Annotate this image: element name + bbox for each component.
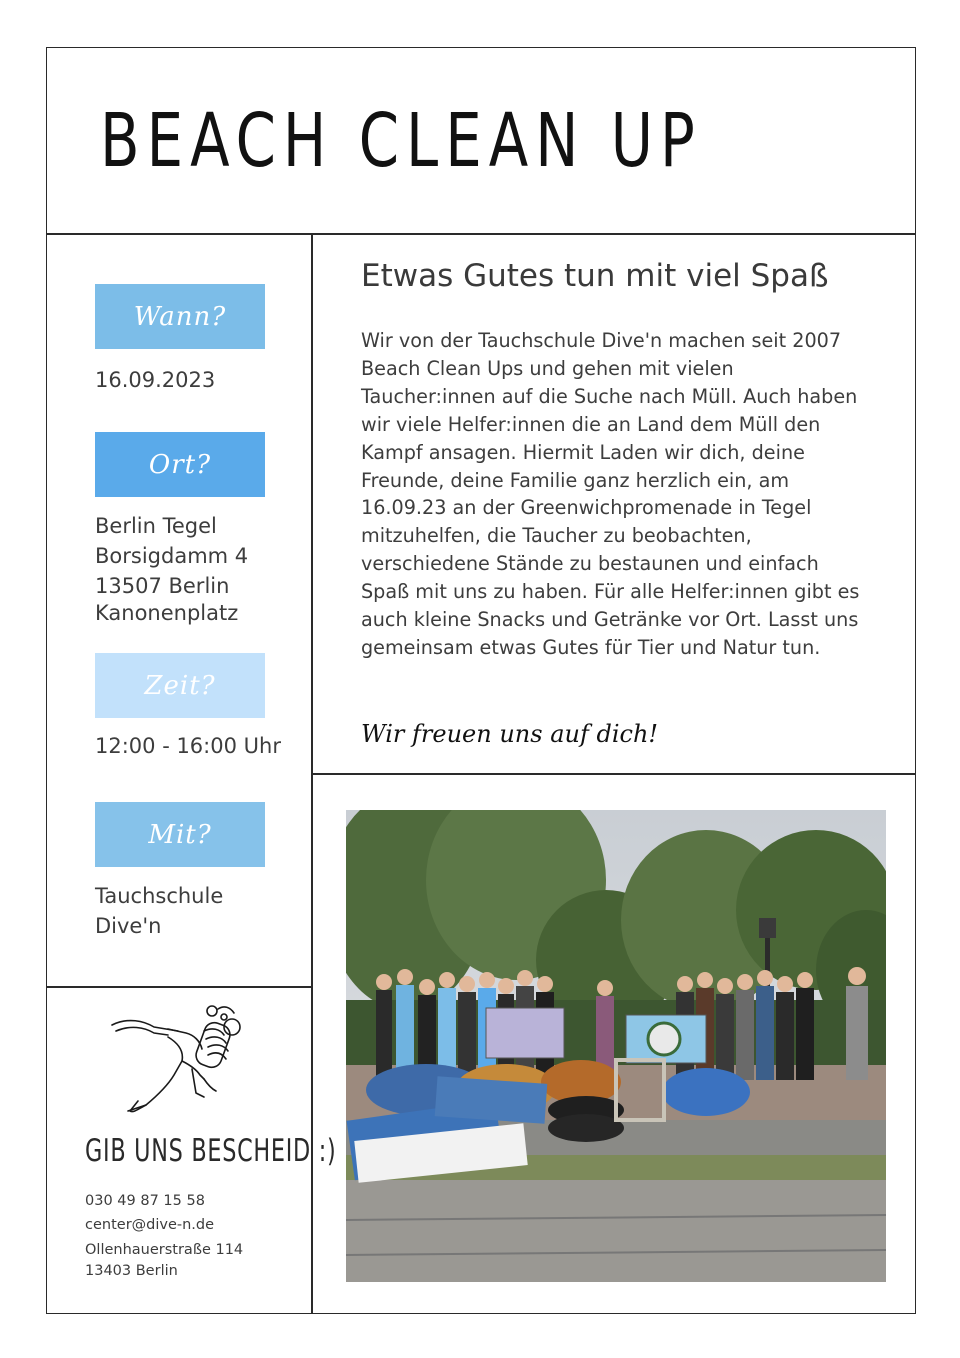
- location-line: Berlin Tegel: [95, 514, 217, 538]
- time-text: 12:00 - 16:00 Uhr: [95, 734, 281, 758]
- location-line: Kanonenplatz: [95, 601, 239, 625]
- page-title: BEACH CLEAN UP: [100, 98, 702, 184]
- main-divider: [311, 773, 916, 775]
- label-zeit: Zeit?: [95, 653, 265, 718]
- contact-email: center@dive-n.de: [85, 1217, 215, 1233]
- contact-address: [85, 1240, 243, 1282]
- label-mit: Mit?: [95, 802, 265, 867]
- header-divider: [46, 233, 916, 235]
- info-date: [95, 365, 215, 395]
- info-time: [95, 731, 281, 761]
- info-location: [95, 511, 248, 628]
- address-street: Ollenhauerstraße 114: [85, 1242, 244, 1258]
- headline: Etwas Gutes tun mit viel Spaß: [361, 258, 829, 294]
- contact-title: GIB UNS BESCHEID :): [85, 1133, 337, 1169]
- host-line: Tauchschule: [95, 884, 224, 908]
- signoff-text: Wir freuen uns auf dich!: [361, 720, 659, 748]
- host-line: Dive'n: [95, 914, 162, 938]
- location-line: 13507 Berlin: [95, 574, 230, 598]
- address-city: 13403 Berlin: [85, 1263, 178, 1279]
- diver-illustration: [108, 1003, 244, 1115]
- group-photo: [346, 810, 886, 1282]
- date-text: 16.09.2023: [95, 368, 216, 392]
- location-line: Borsigdamm 4: [95, 544, 249, 568]
- sidebar-divider: [46, 986, 312, 988]
- label-ort: Ort?: [95, 432, 265, 497]
- label-wann: Wann?: [95, 284, 265, 349]
- contact-phone: 030 49 87 15 58: [85, 1193, 205, 1209]
- body-text: Wir von der Tauchschule Dive'n machen seit 2007 Beach Clean Ups und gehen mit vielen Taucher:innen auf die Suche nach Müll. Auch haben wir viele Helfer:innen die an Land dem Müll den Kampf ansagen. Hiermit Laden wir dich, deine Freunde, deine Familie ganz herzlich ein, am 16.09.23 an der Greenwichpromenade in Tegel mitzuhelfen, die Taucher zu beobachten, verschiedene Stände zu bestaunen und einfach Spaß mit uns zu haben. Für alle Helfer:innen gibt es auch kleine Snacks und Getränke vor Ort. Lasst uns gemeinsam etwas Gutes für Tier und Natur tun.: [361, 329, 860, 659]
- info-host: [95, 881, 223, 941]
